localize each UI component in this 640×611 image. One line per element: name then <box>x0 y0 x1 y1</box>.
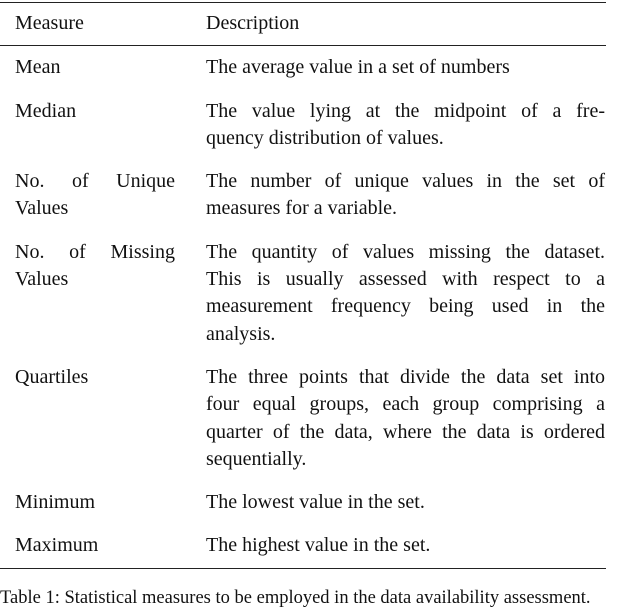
table-body <box>0 46 606 567</box>
measure-line: Mean <box>15 56 61 79</box>
measure-cell <box>15 54 175 81</box>
description-line: The number of unique values in the set of <box>206 170 605 193</box>
description-line: This is usually assessed with respect to a <box>206 268 605 291</box>
description-cell <box>206 54 605 81</box>
measure-cell <box>15 532 175 559</box>
header-description: Description <box>206 12 300 34</box>
table-caption: Table 1: Statistical measures to be employed in the data availability assessment. <box>0 588 591 608</box>
description-line: The lowest value in the set. <box>206 491 425 514</box>
measure-cell <box>15 98 175 153</box>
description-line: The quantity of values missing the dataset. <box>206 240 605 263</box>
measure-cell <box>15 364 175 473</box>
description-line: quency distribution of values. <box>206 126 444 149</box>
table-row <box>0 46 606 89</box>
measure-line: Values <box>15 268 69 291</box>
measure-line: Median <box>15 99 77 122</box>
measure-line: Quartiles <box>15 365 89 388</box>
description-cell <box>206 239 605 348</box>
table-header-row <box>0 3 606 46</box>
measure-line: Values <box>15 197 69 220</box>
description-line: quarter of the data, where the data is ordered <box>206 420 605 443</box>
description-cell <box>206 532 605 559</box>
description-line: four equal groups, each group comprising a <box>206 393 605 416</box>
measure-line: No. of Missing <box>15 240 175 263</box>
header-measure: Measure <box>15 12 84 34</box>
table-row <box>0 90 606 161</box>
measure-line: Maximum <box>15 534 99 557</box>
table-row <box>0 231 606 356</box>
statistical-measures-table <box>0 2 606 569</box>
description-line: The highest value in the set. <box>206 534 431 557</box>
measure-cell <box>15 168 175 223</box>
description-cell <box>206 489 605 516</box>
description-line: measures for a variable. <box>206 197 398 220</box>
measure-cell <box>15 239 175 348</box>
description-cell <box>206 364 605 473</box>
description-line: measurement frequency being used in the <box>206 295 605 318</box>
description-line: sequentially. <box>206 447 307 470</box>
measure-line: No. of Unique <box>15 170 175 193</box>
table-row <box>0 356 606 481</box>
table-row <box>0 524 606 567</box>
table-row <box>0 481 606 524</box>
table-row <box>0 160 606 231</box>
description-line: analysis. <box>206 322 276 345</box>
description-line: The value lying at the midpoint of a fre- <box>206 99 605 122</box>
measure-line: Minimum <box>15 491 96 514</box>
description-cell <box>206 98 605 153</box>
description-cell <box>206 168 605 223</box>
description-line: The three points that divide the data set into <box>206 365 605 388</box>
description-line: The average value in a set of numbers <box>206 56 510 79</box>
measure-cell <box>15 489 175 516</box>
